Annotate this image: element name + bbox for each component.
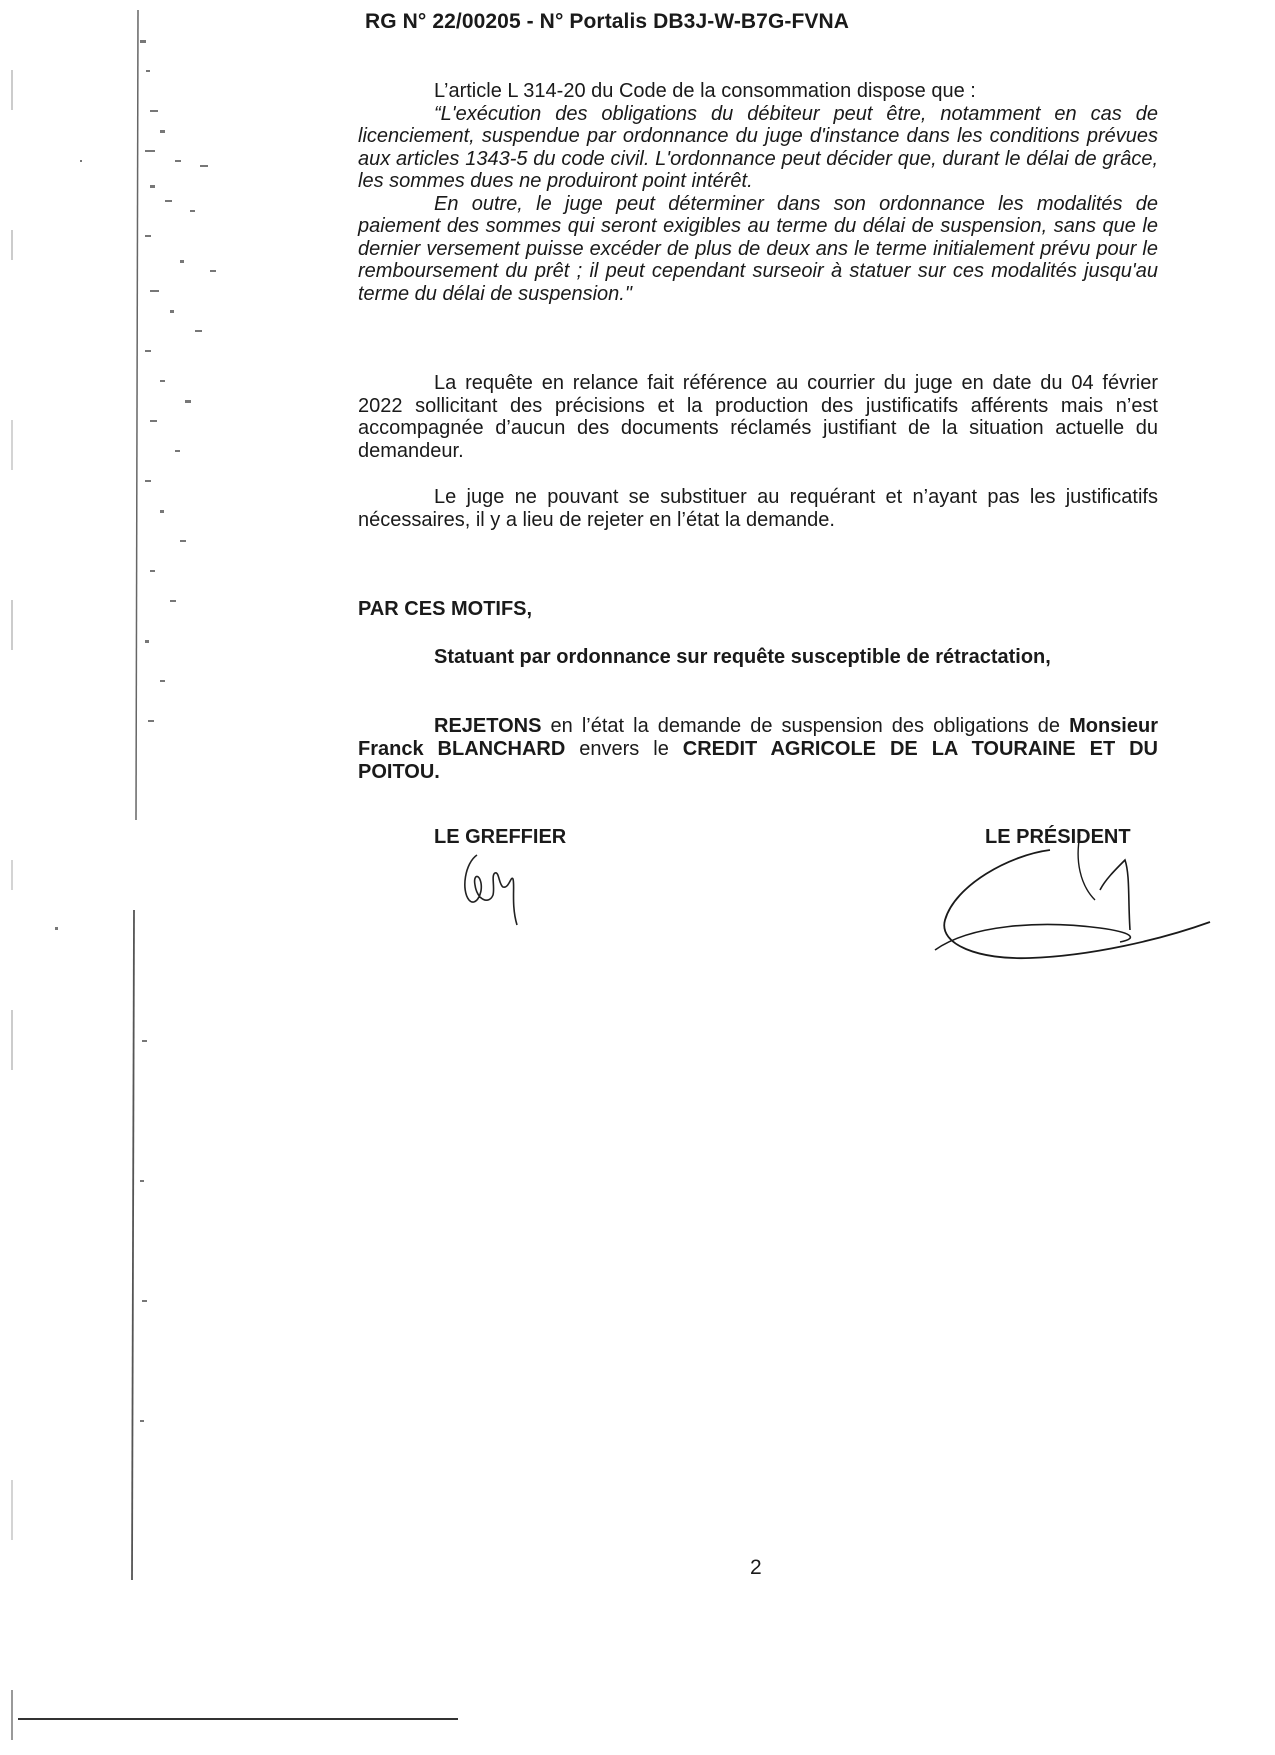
paragraph-juge (358, 486, 1158, 531)
decision-party: Monsieur Franck BLANCHARD (358, 715, 1158, 760)
article-section (358, 80, 1158, 305)
paragraph-requete (358, 372, 1158, 462)
greffier-signature (455, 845, 535, 930)
president-signature (930, 830, 1215, 975)
paragraph-requete-text: La requête en relance fait référence au courrier du juge en date du 04 février 2022 sollicitant des précisions et la production des justificatifs afférents mais n’est accompagnée d’aucun des documents réclamés justifiant de la situation actuelle du demandeur. (358, 372, 1158, 462)
article-intro: L’article L 314-20 du Code de la consommation dispose que : (434, 80, 976, 102)
decision-paragraph (358, 715, 1158, 784)
page-number: 2 (750, 1556, 762, 1579)
decision-text-2: envers le (565, 738, 683, 760)
quote-paragraph-1: “L'exécution des obligations du débiteur peut être, notamment en cas de licenciement, suspendue par ordonnance du juge d'instance dans les conditions prévues aux articles 1343-5 du code civil. L'ordonnance peut décider que, durant le délai de grâce, les sommes dues ne produiront point intérêt. (358, 102, 1158, 192)
decision-verb: REJETONS (434, 715, 542, 737)
president-label: LE PRÉSIDENT (985, 826, 1131, 848)
decision-creditor: CREDIT AGRICOLE DE LA TOURAINE ET DU POITOU. (358, 738, 1159, 783)
bottom-rule (18, 1718, 458, 1720)
motifs-heading: PAR CES MOTIFS, (358, 598, 533, 620)
case-reference-header: RG N° 22/00205 - N° Portalis DB3J-W-B7G-FVNA (365, 10, 850, 33)
decision-text-1: en l’état la demande de suspension des obligations de (541, 715, 1070, 737)
article-quote (358, 103, 1158, 306)
quote-paragraph-2: En outre, le juge peut déterminer dans son ordonnance les modalités de paiement des sommes qui seront exigibles au terme du délai de suspension, sans que le dernier versement puisse excéder de plus de deux ans le terme initialement prévu pour le remboursement du prêt ; il peut cependant surseoir à statuer sur ces modalités jusqu'au terme du délai de suspension." (358, 192, 1158, 305)
statuant-line: Statuant par ordonnance sur requête susceptible de rétractation, (434, 646, 1051, 668)
greffier-label: LE GREFFIER (434, 826, 567, 848)
paragraph-juge-text: Le juge ne pouvant se substituer au requérant et n’ayant pas les justificatifs nécessaires, il y a lieu de rejeter en l’état la demande. (358, 486, 1158, 531)
scan-margin-artifacts (0, 0, 260, 1755)
